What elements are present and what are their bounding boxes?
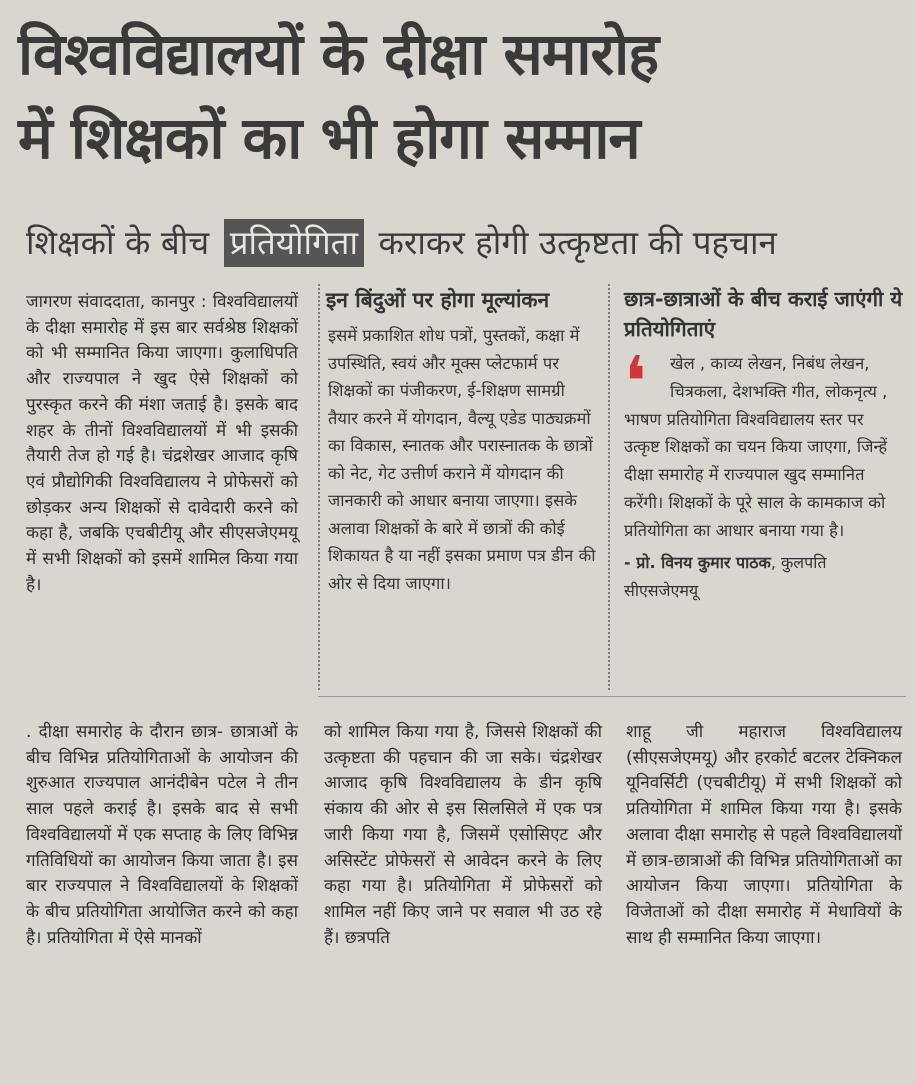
- subhead-boxed-word: प्रतियोगिता: [224, 219, 364, 267]
- competitions-box-title: छात्र-छात्राओं के बीच कराई जाएंगी ये प्रतियोगिताएं: [624, 287, 903, 341]
- attribution-name: - प्रो. विनय कुमार पाठक: [624, 552, 771, 572]
- evaluation-box-title: इन बिंदुओं पर होगा मूल्यांकन: [326, 288, 550, 312]
- column-3-bottom-text: शाहू जी महाराज विश्वविद्यालय (सीएसजेएमयू) और हरकोर्ट बटलर टेक्निकल यूनिवर्सिटी (एचबीटीयू) में सभी शिक्षकों को प्रतियोगिता में शामिल किया गया है। इसके अलावा दीक्षा समारोह से पहले विश्वविद्यालयों में छात्र-छात्राओं की विभिन्न प्रतियोगिताओं का आयोजन किया जाएगा। प्रतियोगिता के विजेताओं को दीक्षा समारोह में मेधावियों के साथ ही सम्मानित किया जाएगा।: [626, 722, 902, 948]
- subheadline: [26, 218, 896, 268]
- column-1-top: [26, 290, 298, 598]
- section-divider: [318, 696, 906, 697]
- headline-line-1: विश्वविद्यालयों के दीक्षा समारोह: [18, 20, 658, 88]
- subhead-after: कराकर होगी उत्कृष्टता की पहचान: [378, 223, 777, 262]
- column-1-bottom: [26, 720, 298, 951]
- competitions-box: [624, 284, 904, 605]
- column-2-bottom-text: को शामिल किया गया है, जिससे शिक्षकों की उत्कृष्टता की पहचान की जा सके। चंद्रशेखर आजाद कृषि विश्वविद्यालय के डीन कृषि संकाय की ओर से इस सिलसिले में एक पत्र जारी किया गया है, जिसमें एसोसिएट और असिस्टेंट प्रोफेसरों से आवेदन करने के लिए कहा गया है। प्रतियोगिता में प्रोफेसरों को शामिल नहीं किए जाने पर सवाल भी उठ रहे हैं। छत्रपति: [324, 722, 602, 948]
- column-2-bottom: [324, 720, 602, 951]
- evaluation-box-body: इसमें प्रकाशित शोध पत्रों, पुस्तकों, कक्षा में उपस्थिति, स्वयं और मूक्स प्लेटफार्म पर शिक्षकों का पंजीकरण, ई-शिक्षण सामग्री तैयार करने में योगदान, वैल्यू एडेड पाठ्यक्रमों का विकास, स्नातक और परास्नातक के छात्रों को नेट, गेट उत्तीर्ण कराने में योगदान की जानकारी को आधार बनाया जाएगा। इसके अलावा शिक्षकों के बारे में छात्रों की कोई शिकायत है या नहीं इसका प्रमाण पत्र डीन की ओर से दिया जाएगा।: [328, 326, 596, 593]
- quote-attribution: [624, 549, 904, 605]
- column-1-top-text: जागरण संवाददाता, कानपुर : विश्वविद्यालयों के दीक्षा समारोह में इस बार सर्वश्रेष्ठ शिक्षकों को भी सम्मानित किया जाएगा। कुलाधिपति और राज्यपाल ने खुद ऐसे शिक्षकों को पुरस्कृत करने की मंशा जताई है। इसके बाद शहर के तीनों विश्वविद्यालयों में भी इसकी तैयारी तेज हो गई है। चंद्रशेखर आजाद कृषि एवं प्रौद्योगिकी विश्वविद्यालय ने प्रोफेसरों को छोड़कर अन्य शिक्षकों से दावेदारी करने को कहा है, जबकि एचबीटीयू और सीएसजेएमयू में सभी शिक्षकों को इसमें शामिल किया गया है।: [26, 292, 298, 595]
- quote-icon: ❛: [624, 341, 647, 423]
- column-3-bottom: [626, 720, 902, 951]
- attribution-role: , कुलपति: [770, 552, 827, 572]
- attribution-org: सीएसजेएमयू: [624, 580, 699, 600]
- headline: [18, 12, 898, 180]
- subhead-before: शिक्षकों के बीच: [26, 223, 210, 262]
- competitions-box-text: खेल , काव्य लेखन, निबंध लेखन, चित्रकला, देशभक्ति गीत, लोकनृत्य , भाषण प्रतियोगिता विश्वविद्यालय स्तर पर उत्कृष्ट शिक्षकों का चयन किया जाएगा, जिन्हें दीक्षा समारोह में राज्यपाल खुद सम्मानित करेंगी। शिक्षकों के पूरे साल के कामकाज को प्रतियोगिता का आधार बनाया गया है।: [624, 354, 888, 540]
- competitions-box-body: [624, 341, 904, 545]
- column-1-bottom-text: . दीक्षा समारोह के दौरान छात्र- छात्राओं के बीच विभिन्न प्रतियोगिताओं के आयोजन की शुरुआत राज्यपाल आनंदीबेन पटेल ने तीन साल पहले कराई है। इसके बाद से सभी विश्वविद्यालयों में एक सप्ताह के लिए विभिन्न गतिविधियों का आयोजन किया जाता है। इस बार राज्यपाल ने विश्वविद्यालयों के शिक्षकों के बीच प्रतियोगिता आयोजित करने को कहा है। प्रतियोगिता में ऐसे मानकों: [26, 722, 298, 948]
- evaluation-points-box: [318, 284, 610, 690]
- headline-line-2: में शिक्षकों का भी होगा सम्मान: [18, 104, 640, 172]
